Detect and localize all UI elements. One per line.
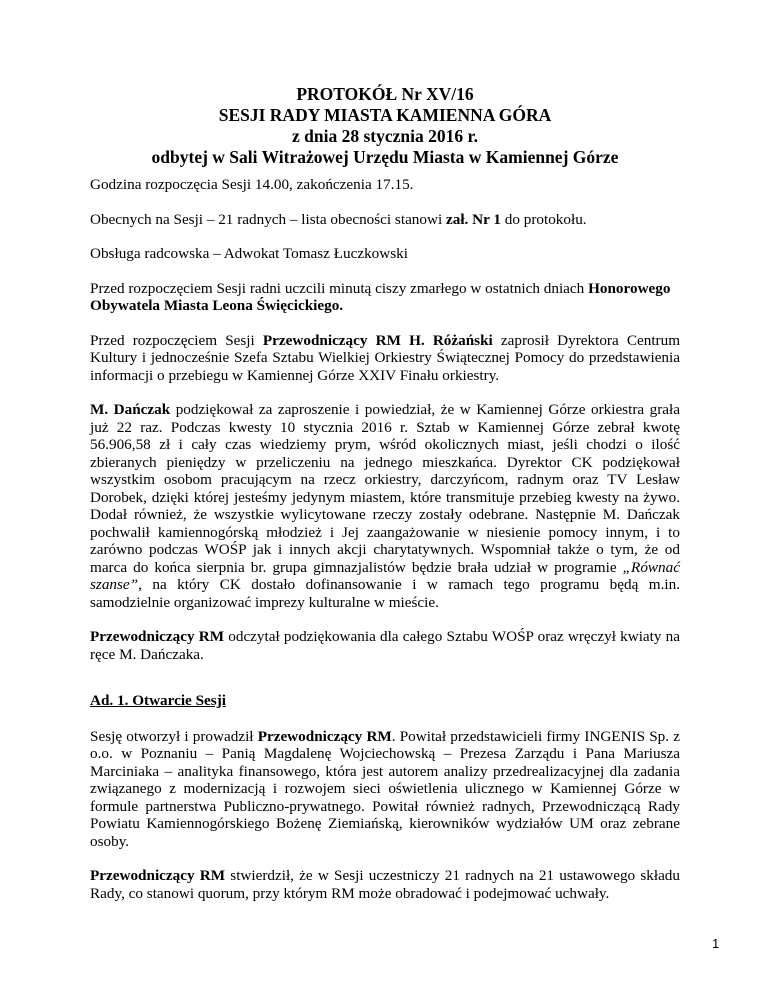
session-opening-paragraph: [90, 728, 680, 851]
attendance-text-end: do protokołu.: [500, 210, 587, 228]
legal-service-text: Obsługa radcowska – Adwokat Tomasz Łuczkowski: [90, 245, 408, 262]
session-opening-text-end: . Powitał przedstawicieli firmy INGENIS Sp. z o.o. w Poznaniu – Panią Magdalenę Wojciechowską – Prezesa Zarządu i Pana Mariusza Marciniaka – analityka finansowego, która jest autorem analizy przedrealizacyjnej dla zadania związanego z modernizacją i rozwojem sieci oświetlenia ulicznego w Kamiennej Górze w formule partnerstwa Publiczno-prywatnego. Powitał również radnych, Przewodniczącą Rady Powiatu Kamiennogórskiego Bożenę Ziemiańską, kierowników wydziałów UM oraz zebrane osoby.: [90, 727, 680, 850]
session-time-paragraph: [90, 176, 680, 194]
quorum-paragraph: [90, 867, 680, 902]
title-line-2: SESJI RADY MIASTA KAMIENNA GÓRA: [218, 105, 552, 125]
document-body: [90, 176, 680, 919]
chairman-name: Przewodniczący RM H. Różański: [262, 331, 493, 349]
minute-silence-text: Przed rozpoczęciem Sesji radni uczcili minutą ciszy zmarłego w ostatnich dniach: [90, 279, 589, 297]
attachment-reference: zał. Nr 1: [445, 210, 501, 228]
title-line-1: PROTOKÓŁ Nr XV/16: [296, 84, 474, 104]
danczak-report-paragraph: [90, 401, 680, 611]
page-number: 1: [712, 936, 720, 951]
section-heading-opening: Ad. 1. Otwarcie Sesji: [90, 692, 226, 709]
honorary-citizen-name: Honorowego Obywatela Miasta Leona Święcickiego.: [90, 279, 671, 314]
danczak-report-text-end: , na który CK dostało dofinansowanie i w ramach tego programu będą m.in. samodzielnie organizować imprezy kulturalne w mieście.: [90, 576, 680, 611]
thanks-paragraph: [90, 628, 680, 663]
protocol-title: [90, 84, 680, 168]
chairman-label: Przewodniczący RM: [90, 867, 226, 884]
wosp-invitation-paragraph: [90, 332, 680, 385]
wosp-invitation-text: Przed rozpoczęciem Sesji: [90, 331, 263, 349]
program-name: „Równać szanse”: [90, 558, 680, 593]
legal-service-paragraph: [90, 245, 680, 263]
chairman-label: Przewodniczący RM: [90, 628, 225, 645]
session-opening-text: Sesję otworzył i prowadził: [90, 727, 258, 745]
title-line-4: odbytej w Sali Witrażowej Urzędu Miasta w Kamiennej Górze: [151, 147, 619, 167]
chairman-label: Przewodniczący RM: [257, 727, 392, 745]
speaker-name: M. Dańczak: [90, 401, 171, 418]
title-line-3: z dnia 28 stycznia 2016 r.: [291, 126, 479, 146]
attendance-paragraph: [90, 211, 680, 229]
attendance-text: Obecnych na Sesji – 21 radnych – lista obecności stanowi: [90, 210, 446, 228]
thanks-text: odczytał podziękowania dla całego Sztabu WOŚP oraz wręczył kwiaty na ręce M. Dańczaka.: [90, 628, 681, 663]
session-time-text: Godzina rozpoczęcia Sesji 14.00, zakończenia 17.15.: [90, 176, 414, 193]
danczak-report-text: podziękował za zaproszenie i powiedział, że w Kamiennej Górze orkiestra grała już 22 raz. Podczas kwesty 10 stycznia 2016 r. Sztab w Kamiennej Górze zebrał kwotę 56.906,58 zł i cały czas wiedziemy prym, wśród okolicznych miast, jeśli chodzi o ilość zbieranych pieniędzy w przeliczeniu na jednego mieszkańca. Dyrektor CK podziękował wszystkim osobom pracującym na rzecz orkiestry, darczyńcom, radnym oraz TV Lesław Dorobek, dzięki której jesteśmy jedynym miastem, które transmituje przebieg kwesty na żywo. Dodał również, że wszystkie wylicytowane rzeczy zostały odebrane. Następnie M. Dańczak pochwalił kamiennogórską młodzież i Jej zaangażowanie w niesienie pomocy innym, i to zarówno podczas WOŚP jak i innych akcji charytatywnych. Wspomniał także o tym, że od marca do końca sierpnia br. grupa gimnazjalistów będzie brała udział w programie: [90, 401, 680, 576]
wosp-invitation-text-end: zaprosił Dyrektora Centrum Kultury i jednocześnie Szefa Sztabu Wielkiej Orkiestry Świątecznej Pomocy do przedstawienia informacji o przebiegu w Kamiennej Górze XXIV Finału orkiestry.: [90, 331, 681, 384]
quorum-text: stwierdził, że w Sesji uczestniczy 21 radnych na 21 ustawowego składu Rady, co stanowi quorum, przy którym RM może obradować i podejmować uchwały.: [90, 867, 680, 902]
minute-silence-paragraph: [90, 280, 680, 315]
